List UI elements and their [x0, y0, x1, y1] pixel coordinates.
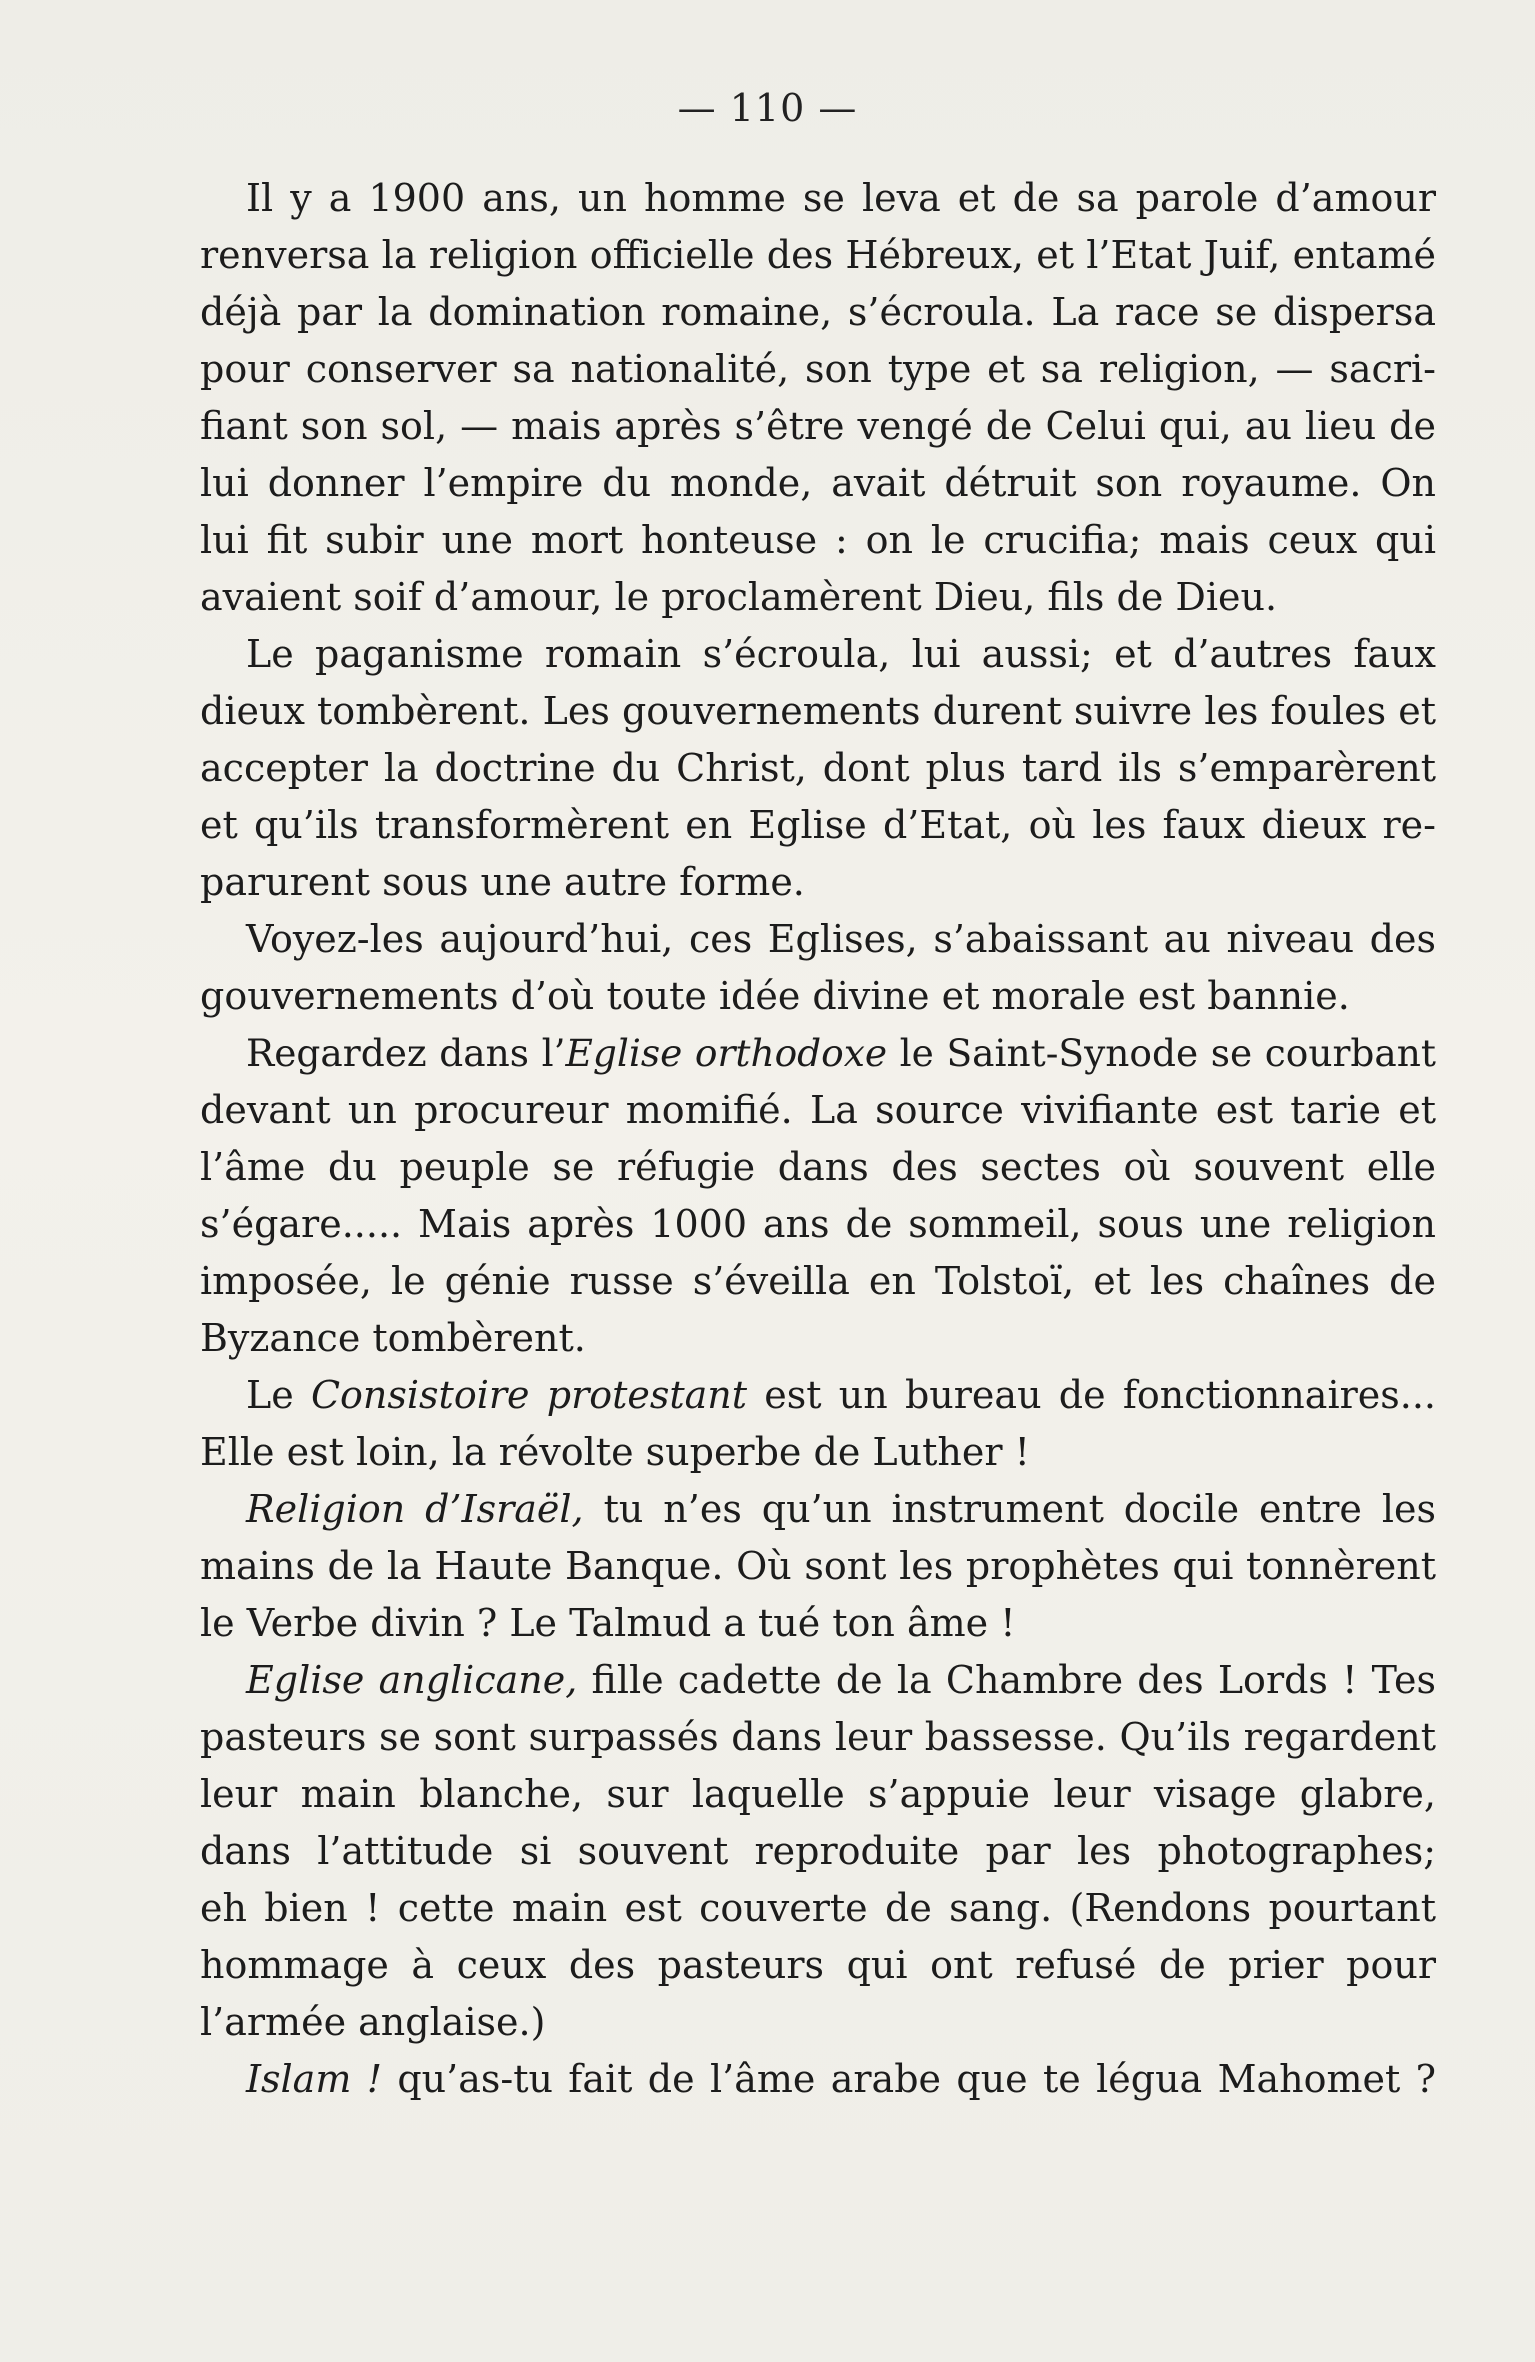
line-text: fiant son sol, — mais après s’être vengé de Celui qui, au lieu de: [200, 404, 1436, 448]
text-line: [200, 227, 1436, 284]
text-line: [200, 1595, 1436, 1652]
text-line: [200, 968, 1436, 1025]
line-text-pre: Le: [246, 1373, 311, 1417]
text-line: [200, 1538, 1436, 1595]
text-line: [200, 1367, 1436, 1424]
line-text: le Verbe divin ? Le Talmud a tué ton âme !: [200, 1601, 1016, 1645]
text-line: [200, 1994, 1436, 2051]
text-line: [200, 1424, 1436, 1481]
italic-term: Islam !: [246, 2057, 382, 2101]
line-text: et qu’ils transformèrent en Eglise d’Etat, où les faux dieux re-: [200, 803, 1436, 847]
text-line: [200, 284, 1436, 341]
text-line: [200, 1937, 1436, 1994]
line-text: gouvernements d’où toute idée divine et morale est bannie.: [200, 974, 1350, 1018]
line-text-post: est un bureau de fonctionnaires...: [747, 1373, 1436, 1417]
text-line: [200, 170, 1436, 227]
line-text: parurent sous une autre forme.: [200, 860, 805, 904]
text-line: [200, 740, 1436, 797]
line-text: Le paganisme romain s’écroula, lui aussi; et d’autres faux: [246, 632, 1436, 676]
line-text: pour conserver sa nationalité, son type et sa religion, — sacri-: [200, 347, 1436, 391]
line-text-post: le Saint-Synode se courbant: [887, 1031, 1436, 1075]
text-line: [200, 1880, 1436, 1937]
page-number: — 110 —: [677, 86, 858, 130]
italic-term: Religion d’Israël,: [246, 1487, 584, 1531]
line-text: dieux tombèrent. Les gouvernements durent suivre les foules et: [200, 689, 1436, 733]
text-line: [200, 1481, 1436, 1538]
line-text: l’âme du peuple se réfugie dans des sectes où souvent elle: [200, 1145, 1436, 1189]
line-text: mains de la Haute Banque. Où sont les prophètes qui tonnèrent: [200, 1544, 1436, 1588]
body-text: [200, 170, 1436, 2108]
line-text: hommage à ceux des pasteurs qui ont refusé de prier pour: [200, 1943, 1436, 1987]
line-text: l’armée anglaise.): [200, 2000, 546, 2044]
text-line: [200, 1082, 1436, 1139]
line-text: leur main blanche, sur laquelle s’appuie leur visage glabre,: [200, 1772, 1436, 1816]
line-text: Voyez-les aujourd’hui, ces Eglises, s’abaissant au niveau des: [246, 917, 1436, 961]
italic-term: Eglise anglicane,: [246, 1658, 578, 1702]
line-text: Byzance tombèrent.: [200, 1316, 586, 1360]
line-text: imposée, le génie russe s’éveilla en Tolstoï, et les chaînes de: [200, 1259, 1436, 1303]
line-text: lui donner l’empire du monde, avait détruit son royaume. On: [200, 461, 1436, 505]
line-text: dans l’attitude si souvent reproduite par les photographes;: [200, 1829, 1436, 1873]
text-line: [200, 455, 1436, 512]
line-text: eh bien ! cette main est couverte de sang. (Rendons pourtant: [200, 1886, 1436, 1930]
text-line: [200, 797, 1436, 854]
line-text-post: tu n’es qu’un instrument docile entre les: [583, 1487, 1436, 1531]
text-line: [200, 398, 1436, 455]
text-line: [200, 1823, 1436, 1880]
text-line: [200, 1652, 1436, 1709]
text-line: [200, 2051, 1436, 2108]
text-line: [200, 1196, 1436, 1253]
text-line: [200, 512, 1436, 569]
text-line: [200, 626, 1436, 683]
text-line: [200, 341, 1436, 398]
line-text-post: qu’as-tu fait de l’âme arabe que te légua Mahomet ?: [381, 2057, 1436, 2101]
text-line: [200, 911, 1436, 968]
text-line: [200, 569, 1436, 626]
line-text: lui fit subir une mort honteuse : on le crucifia; mais ceux qui: [200, 518, 1436, 562]
text-line: [200, 683, 1436, 740]
italic-term: Consistoire protestant: [310, 1373, 748, 1417]
line-text: Elle est loin, la révolte superbe de Luther !: [200, 1430, 1030, 1474]
line-text: avaient soif d’amour, le proclamèrent Dieu, fils de Dieu.: [200, 575, 1278, 619]
line-text: déjà par la domination romaine, s’écroula. La race se dispersa: [200, 290, 1436, 334]
text-line: [200, 1709, 1436, 1766]
line-text: renversa la religion officielle des Hébreux, et l’Etat Juif, entamé: [200, 233, 1436, 277]
text-line: [200, 1766, 1436, 1823]
italic-term: Eglise orthodoxe: [565, 1031, 888, 1075]
text-line: [200, 1025, 1436, 1082]
text-line: [200, 1310, 1436, 1367]
line-text: devant un procureur momifié. La source vivifiante est tarie et: [200, 1088, 1436, 1132]
text-line: [200, 1139, 1436, 1196]
line-text: s’égare..... Mais après 1000 ans de sommeil, sous une religion: [200, 1202, 1436, 1246]
line-text: pasteurs se sont surpassés dans leur bassesse. Qu’ils regardent: [200, 1715, 1436, 1759]
text-line: [200, 1253, 1436, 1310]
line-text: accepter la doctrine du Christ, dont plus tard ils s’emparèrent: [200, 746, 1436, 790]
line-text: Il y a 1900 ans, un homme se leva et de sa parole d’amour: [246, 176, 1436, 220]
text-line: [200, 854, 1436, 911]
line-text-pre: Regardez dans l’: [246, 1031, 566, 1075]
line-text-post: fille cadette de la Chambre des Lords ! Tes: [577, 1658, 1436, 1702]
